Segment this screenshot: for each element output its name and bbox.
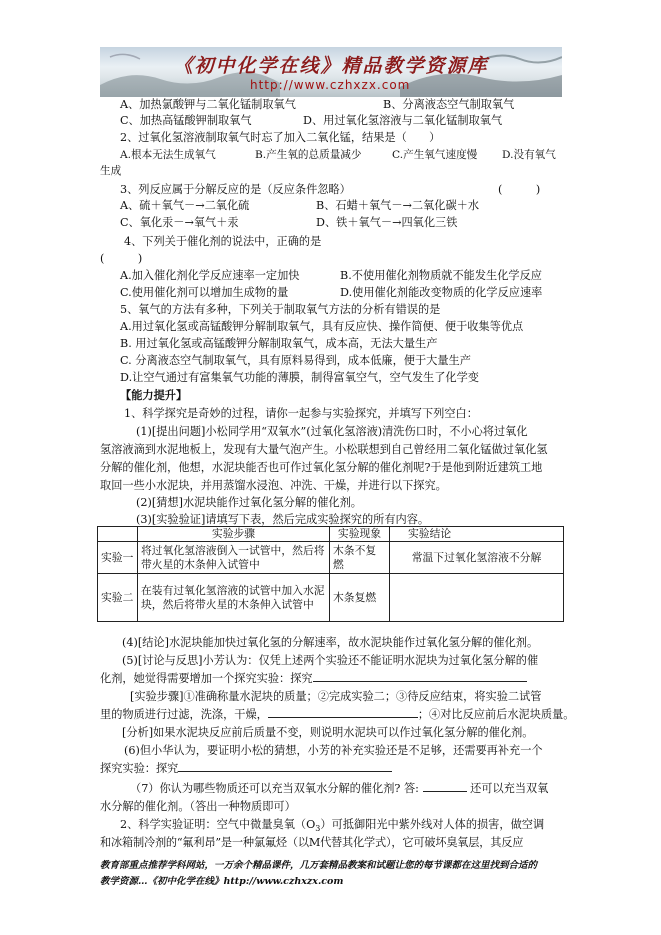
s1-q6-2 <box>100 761 392 776</box>
table-cell-conclusion: 常温下过氧化氢溶液不分解 <box>390 542 564 574</box>
s1-conclusion: (4)[结论]水泥块能加快过氧化氢的分解速率，故水泥块能作过氧化氢分解的催化剂。 <box>122 636 539 649</box>
q1-option-a: A、加热氯酸钾与二氧化锰制取氧气 <box>120 98 296 111</box>
table-row <box>98 574 564 622</box>
q2-option-b: B.产生氧的总质量减少 <box>255 149 362 161</box>
s1-reflection-1: (5)[讨论与反思]小芳认为：仅凭上述两个实验还不能证明水泥块为过氧化氢分解的催 <box>122 654 539 667</box>
table-cell-name: 实验一 <box>98 542 138 574</box>
s1-steps-2-tail: ；④对比反应前后水泥块质量。 <box>417 708 575 721</box>
table-corner-cell <box>98 527 138 542</box>
q3-option-d: D、铁＋氧气－→四氧化三铁 <box>316 216 458 229</box>
s1-steps-2 <box>100 707 574 722</box>
footer-line-2[interactable]: 教学资源…《初中化学在线》http://www.czhxzx.com <box>100 876 344 887</box>
q3-stem: 3、列反应属于分解反应的是（反应条件忽略） <box>120 183 351 196</box>
s2-para-2: 和冰箱制冷剂的“氟利昂”是一种氯氟烃（以M代替其化学式），它可破坏臭氧层，其反应 <box>100 836 524 849</box>
q4-paren: ( ) <box>100 252 143 265</box>
q3-option-a: A、硫＋氧气－→二氧化硫 <box>120 199 250 212</box>
table-header-row <box>98 527 564 542</box>
q2-option-a: A.根本无法生成氧气 <box>120 149 216 161</box>
q2-stem: 2、过氧化氢溶液制取氧气时忘了加入二氧化锰，结果是（ ） <box>120 131 441 144</box>
q4-stem: 4、下列关于催化剂的说法中，正确的是 <box>124 235 322 248</box>
q2-option-d: D.没有氧气 <box>502 149 556 161</box>
banner-url[interactable]: http://www.czhxzx.com <box>250 78 411 92</box>
header-banner <box>100 47 562 97</box>
s1-q7-2: 水分解的催化剂。（答出一种物质即可） <box>100 800 296 813</box>
answer-blank[interactable] <box>268 707 418 718</box>
q4-option-b: B.不使用催化剂物质就不能发生化学反应 <box>340 269 542 282</box>
answer-blank[interactable] <box>313 671 527 682</box>
table-row <box>98 542 564 574</box>
s1-q7-text: （7）你认为哪些物质还可以充当双氧水分解的催化剂? 答: <box>130 782 419 795</box>
s1-steps-1: [实验步骤]①准确称量水泥块的质量；②完成实验二；③待反应结束，将实验二试管 <box>130 690 542 703</box>
section-heading: 【能力提升】 <box>120 388 188 402</box>
q5-stem: 5、氧气的方法有多种，下列关于制取氧气方法的分析有错误的是 <box>120 303 441 316</box>
s1-verification: (3)[实验验证]请填写下表，然后完成实验探究的所有内容。 <box>136 513 430 526</box>
s1-steps-2-text: 里的物质进行过滤，洗涤，干燥， <box>100 708 268 721</box>
q5-option-d: D.让空气通过有富集氧气功能的薄膜，制得富氧空气，空气发生了化学变 <box>120 371 479 384</box>
q4-option-a: A.加入催化剂化学反应速率一定加快 <box>120 269 300 282</box>
s1-para-4: 取回一些小水泥块，并用蒸馏水浸泡、冲洗、干燥，并进行以下探究。 <box>100 479 447 492</box>
s1-reflection-2-text: 化剂，她觉得需要增加一个探究实验：探究 <box>100 672 313 685</box>
q5-option-a: A.用过氧化氢或高锰酸钾分解制取氧气，具有反应快、操作简便、便于收集等优点 <box>120 320 524 333</box>
footer-line-1: 教育部重点推荐学科网站，一万余个精品课件，几万套精品教案和试题让您的每节课都在这里找到合适的 <box>100 860 538 871</box>
s1-intro: 1、科学探究是奇妙的过程，请你一起参与实验探究，并填写下列空白： <box>124 407 478 420</box>
q3-option-b: B、石蜡＋氧气－→二氧化碳＋水 <box>316 199 480 212</box>
s2-subscript: 3 <box>315 824 321 834</box>
table-cell-step: 将过氧化氢溶液倒入一试管中，然后将带火星的木条伸入试管中 <box>138 542 330 574</box>
q5-option-b: B. 用过氧化氢或高锰酸钾分解制取氧气，成本高，无法大量生产 <box>120 337 438 350</box>
s2-para-1-text: 2、科学实验证明：空气中微量臭氧（O <box>120 818 316 831</box>
s1-q6-1: (6)但小华认为，要证明小松的猜想，小芳的补充实验还是不足够，还需要再补充一个 <box>124 744 543 757</box>
table-header-step: 实验步骤 <box>138 527 330 542</box>
table-cell-phenomenon: 木条不复燃 <box>330 542 390 574</box>
s1-hypothesis: (2)[猜想]水泥块能作过氧化氢分解的催化剂。 <box>136 496 362 509</box>
s1-q7-tail: 还可以充当双氧 <box>470 782 549 795</box>
experiment-table <box>97 526 564 622</box>
s1-reflection-2 <box>100 671 527 686</box>
s1-q6-2-text: 探究实验：探究 <box>100 762 179 775</box>
footer <box>100 858 570 890</box>
q4-option-c: C.使用催化剂可以增加生成物的量 <box>120 286 289 299</box>
s1-q7-1 <box>130 781 548 796</box>
q4-option-d: D.使用催化剂能改变物质的化学反应速率 <box>340 286 543 299</box>
table-header-conclusion: 实验结论 <box>390 527 564 542</box>
table-cell-phenomenon: 木条复燃 <box>330 574 390 622</box>
q1-option-b: B、分离液态空气制取氧气 <box>383 98 515 111</box>
q3-paren: ( ) <box>498 183 541 196</box>
s1-para-3: 分解的催化剂，他想，水泥块能否也可作过氧化氢分解的催化剂呢?于是他到附近建筑工地 <box>100 461 543 474</box>
s2-para-1 <box>120 817 544 836</box>
table-header-phenomenon: 实验现象 <box>330 527 390 542</box>
q5-option-c: C. 分离液态空气制取氧气，具有原料易得到，成本低廉，便于大量生产 <box>120 354 471 367</box>
q2-option-c: C.产生氧气速度慢 <box>392 149 478 161</box>
table-cell-name: 实验二 <box>98 574 138 622</box>
q2-option-d-cont: 生成 <box>100 165 122 177</box>
answer-blank[interactable] <box>423 781 467 792</box>
s2-para-1-tail: ）可抵御阳光中紫外线对人体的损害，做空调 <box>320 818 545 831</box>
table-cell-step: 在装有过氧化氢溶液的试管中加入水泥块，然后将带火星的木条伸入试管中 <box>138 574 330 622</box>
q1-option-c: C、加热高锰酸钾制取氧气 <box>120 114 252 127</box>
answer-blank[interactable] <box>178 761 392 772</box>
s1-para-1: (1)[提出问题]小松同学用“双氧水”(过氧化氢溶液)清洗伤口时，不小心将过氧化 <box>136 425 528 438</box>
q3-option-c: C、氧化汞－→氧气＋汞 <box>120 216 239 229</box>
banner-title: 《初中化学在线》精品教学资源库 <box>173 55 489 77</box>
q1-option-d: D、用过氧化氢溶液与二氧化锰制取氧气 <box>303 114 503 127</box>
s1-para-2: 氢溶液滴到水泥地板上，发现有大量气泡产生。小松联想到自己曾经用二氧化锰做过氧化氢 <box>100 443 548 456</box>
s1-analysis: [分析]如果水泥块反应前后质量不变，则说明水泥块可以作过氧化氢分解的催化剂。 <box>122 726 534 739</box>
table-cell-conclusion-blank[interactable] <box>390 574 564 622</box>
